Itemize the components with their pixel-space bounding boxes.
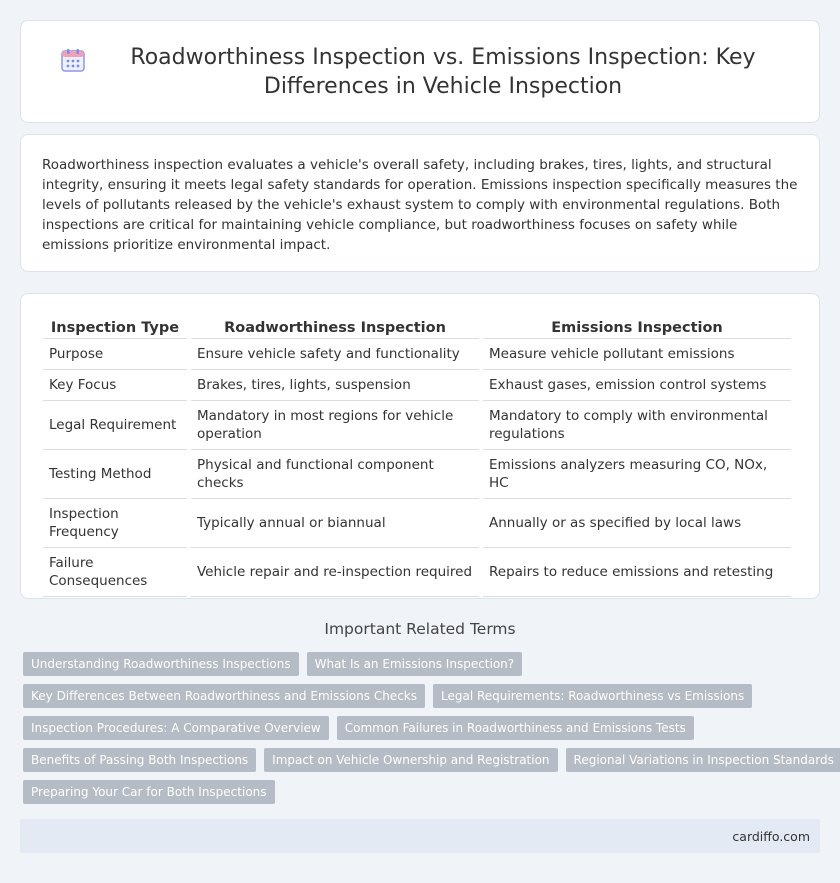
table-row: [43, 548, 791, 597]
title-wrap: [60, 43, 780, 101]
table-cell: Purpose: [43, 339, 187, 370]
table-row: [43, 339, 791, 370]
comparison-table: [39, 311, 795, 597]
related-term-tag[interactable]: Impact on Vehicle Ownership and Registration: [264, 748, 557, 772]
related-term-tag[interactable]: Regional Variations in Inspection Standards: [566, 748, 840, 772]
tag-row: [23, 652, 813, 676]
table-row: [43, 370, 791, 401]
table-cell: Failure Consequences: [43, 548, 187, 597]
intro-text: Roadworthiness inspection evaluates a vehicle's overall safety, including brakes, tires, lights, and structural integrity, ensuring it meets legal safety standards for operation. Emissions inspection specifically measures the levels of pollutants released by the vehicle's exhaust system to comply with environmental regulations. Both inspections are critical for maintaining vehicle compliance, but roadworthiness focuses on safety while emissions prioritize environmental impact.: [42, 157, 798, 253]
related-term-tag[interactable]: Legal Requirements: Roadworthiness vs Emissions: [433, 684, 752, 708]
related-term-tag[interactable]: Inspection Procedures: A Comparative Overview: [23, 716, 329, 740]
intro-card: [20, 134, 820, 272]
related-terms-tags: [23, 652, 834, 812]
table-cell: Mandatory in most regions for vehicle operation: [191, 401, 479, 450]
table-cell: Physical and functional component checks: [191, 450, 479, 499]
table-cell: Legal Requirement: [43, 401, 187, 450]
calendar-icon: [60, 47, 86, 73]
table-row: [43, 401, 791, 450]
related-terms-title: Important Related Terms: [324, 620, 516, 638]
table-cell: Brakes, tires, lights, suspension: [191, 370, 479, 401]
related-term-tag[interactable]: Common Failures in Roadworthiness and Emissions Tests: [337, 716, 694, 740]
table-cell: Ensure vehicle safety and functionality: [191, 339, 479, 370]
column-header: Emissions Inspection: [483, 311, 791, 339]
column-header: Inspection Type: [43, 311, 187, 339]
table-cell: Repairs to reduce emissions and retesting: [483, 548, 791, 597]
table-cell: Measure vehicle pollutant emissions: [483, 339, 791, 370]
comparison-table-card: [20, 293, 820, 599]
tag-row: [23, 748, 834, 772]
table-header-row: [43, 311, 791, 339]
table-cell: Mandatory to comply with environmental regulations: [483, 401, 791, 450]
related-term-tag[interactable]: Preparing Your Car for Both Inspections: [23, 780, 275, 804]
table-cell: Testing Method: [43, 450, 187, 499]
table-cell: Inspection Frequency: [43, 499, 187, 548]
table-cell: Annually or as specified by local laws: [483, 499, 791, 548]
table-cell: Emissions analyzers measuring CO, NOx, HC: [483, 450, 791, 499]
footer-site-link[interactable]: cardiffo.com: [732, 828, 810, 844]
table-cell: Typically annual or biannual: [191, 499, 479, 548]
footer: [20, 819, 820, 853]
table-cell: Exhaust gases, emission control systems: [483, 370, 791, 401]
table-row: [43, 499, 791, 548]
page-title: Roadworthiness Inspection vs. Emissions Inspection: Key Differences in Vehicle Inspection: [130, 44, 756, 99]
header-card: [20, 20, 820, 123]
tag-row: [23, 780, 813, 804]
tag-row: [23, 716, 813, 740]
column-header: Roadworthiness Inspection: [191, 311, 479, 339]
related-term-tag[interactable]: Understanding Roadworthiness Inspections: [23, 652, 299, 676]
related-term-tag[interactable]: Benefits of Passing Both Inspections: [23, 748, 256, 772]
table-cell: Key Focus: [43, 370, 187, 401]
table-cell: Vehicle repair and re-inspection required: [191, 548, 479, 597]
related-term-tag[interactable]: What Is an Emissions Inspection?: [307, 652, 523, 676]
tag-row: [23, 684, 813, 708]
table-row: [43, 450, 791, 499]
related-term-tag[interactable]: Key Differences Between Roadworthiness and Emissions Checks: [23, 684, 425, 708]
